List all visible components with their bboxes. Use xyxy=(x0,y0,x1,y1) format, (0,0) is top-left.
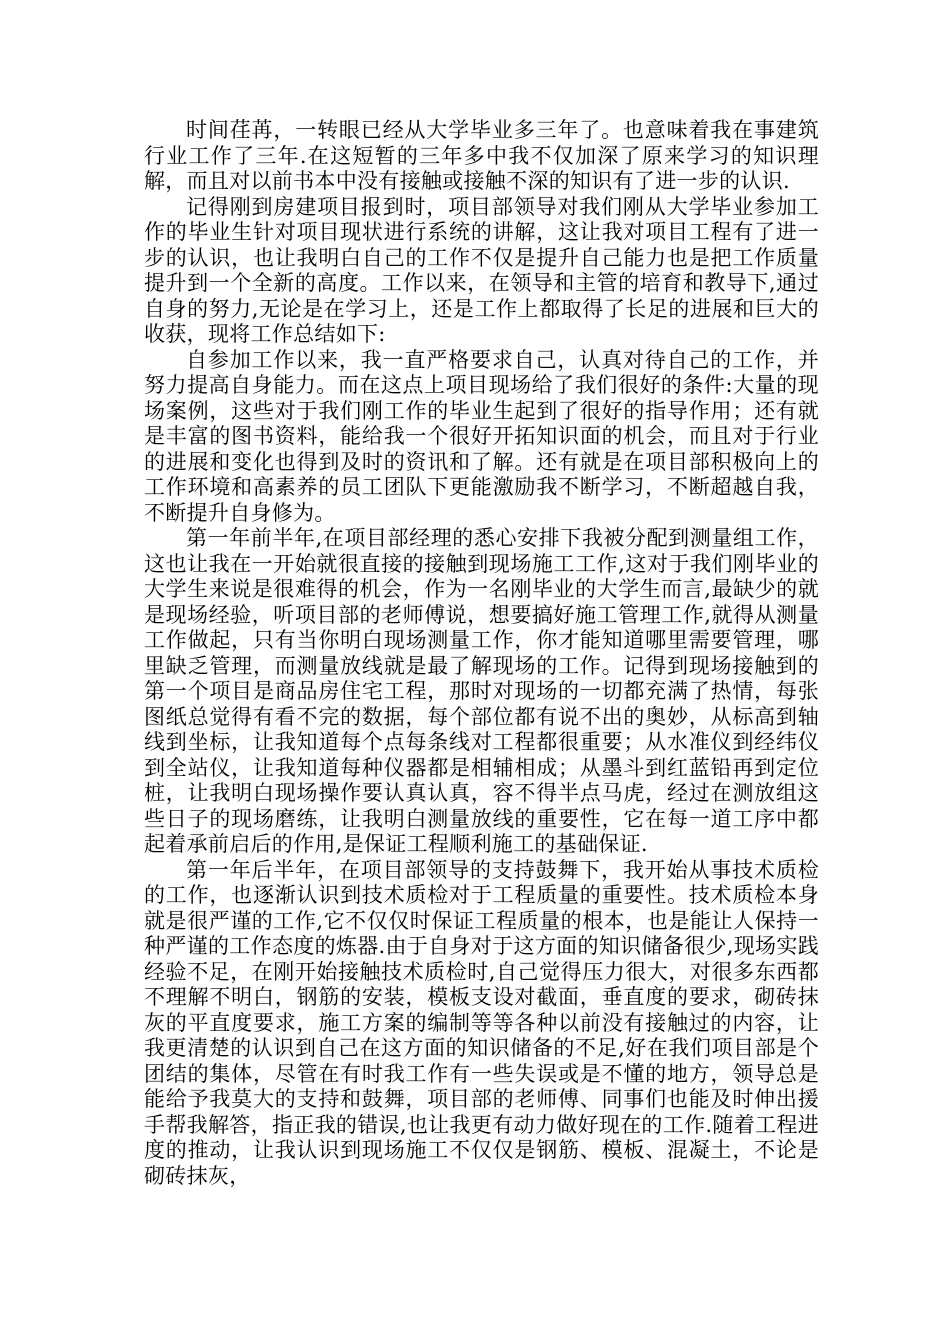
paragraph-3: 自参加工作以来，我一直严格要求自己，认真对待自己的工作，并努力提高自身能力。而在这点上项目现场给了我们很好的条件:大量的现场案例，这些对于我们刚工作的毕业生起到了很好的指导作用；还有就是丰富的图书资料，能给我一个很好开拓知识面的机会，而且对于行业的进展和变化也得到及时的资讯和了解。还有就是在项目部积极向上的工作环境和高素养的员工团队下更能激励我不断学习，不断超越自我，不断提升自身修为。 xyxy=(144,347,819,525)
paragraph-5: 第一年后半年，在项目部领导的支持鼓舞下，我开始从事技术质检的工作，也逐渐认识到技术质检对于工程质量的重要性。技术质检本身就是很严谨的工作,它不仅仅时保证工程质量的根本，也是能让人保持一种严谨的工作态度的炼器.由于自身对于这方面的知识储备很少,现场实践经验不足，在刚开始接触技术质检时,自己觉得压力很大，对很多东西都不理解不明白，钢筋的安装，模板支设对截面，垂直度的要求，砌砖抹灰的平直度要求，施工方案的编制等等各种以前没有接触过的内容，让我更清楚的认识到自己在这方面的知识储备的不足,好在我们项目部是个团结的集体，尽管在有时我工作有一些失误或是不懂的地方，领导总是能给予我莫大的支持和鼓舞，项目部的老师傅、同事们也能及时伸出援手帮我解答，指正我的错误,也让我更有动力做好现在的工作.随着工程进度的推动，让我认识到现场施工不仅仅是钢筋、模板、混凝土，不论是砌砖抹灰， xyxy=(144,857,819,1188)
paragraph-1: 时间荏苒，一转眼已经从大学毕业多三年了。也意味着我在事建筑行业工作了三年.在这短暂的三年多中我不仅加深了原来学习的知识理解，而且对以前书本中没有接触或接触不深的知识有了进一步的认识. xyxy=(144,118,819,193)
paragraph-4: 第一年前半年,在项目部经理的悉心安排下我被分配到测量组工作，这也让我在一开始就很直接的接触到现场施工工作,这对于我们刚毕业的大学生来说是很难得的机会，作为一名刚毕业的大学生而言,最缺少的就是现场经验，听项目部的老师傅说，想要搞好施工管理工作,就得从测量工作做起，只有当你明白现场测量工作，你才能知道哪里需要管理，哪里缺乏管理，而测量放线就是最了解现场的工作。记得到现场接触到的第一个项目是商品房住宅工程，那时对现场的一切都充满了热情，每张图纸总觉得有看不完的数据，每个部位都有说不出的奥妙，从标高到轴线到坐标，让我知道每个点每条线对工程都很重要；从水准仪到经纬仪到全站仪，让我知道每种仪器都是相辅相成；从墨斗到红蓝铅再到定位桩，让我明白现场操作要认真认真，容不得半点马虎，经过在测放组这些日子的现场磨练，让我明白测量放线的重要性，它在每一道工序中都起着承前启后的作用,是保证工程顺利施工的基础保证. xyxy=(144,526,819,856)
paragraph-2: 记得刚到房建项目报到时，项目部领导对我们刚从大学毕业参加工作的毕业生针对项目现状进行系统的讲解，这让我对项目工程有了进一步的认识，也让我明白自己的工作不仅是提升自己能力也是把工作质量提升到一个全新的高度。工作以来，在领导和主管的培育和教导下,通过自身的努力,无论是在学习上，还是工作上都取得了长足的进展和巨大的收获，现将工作总结如下: xyxy=(144,194,819,346)
document-body xyxy=(144,118,819,1189)
